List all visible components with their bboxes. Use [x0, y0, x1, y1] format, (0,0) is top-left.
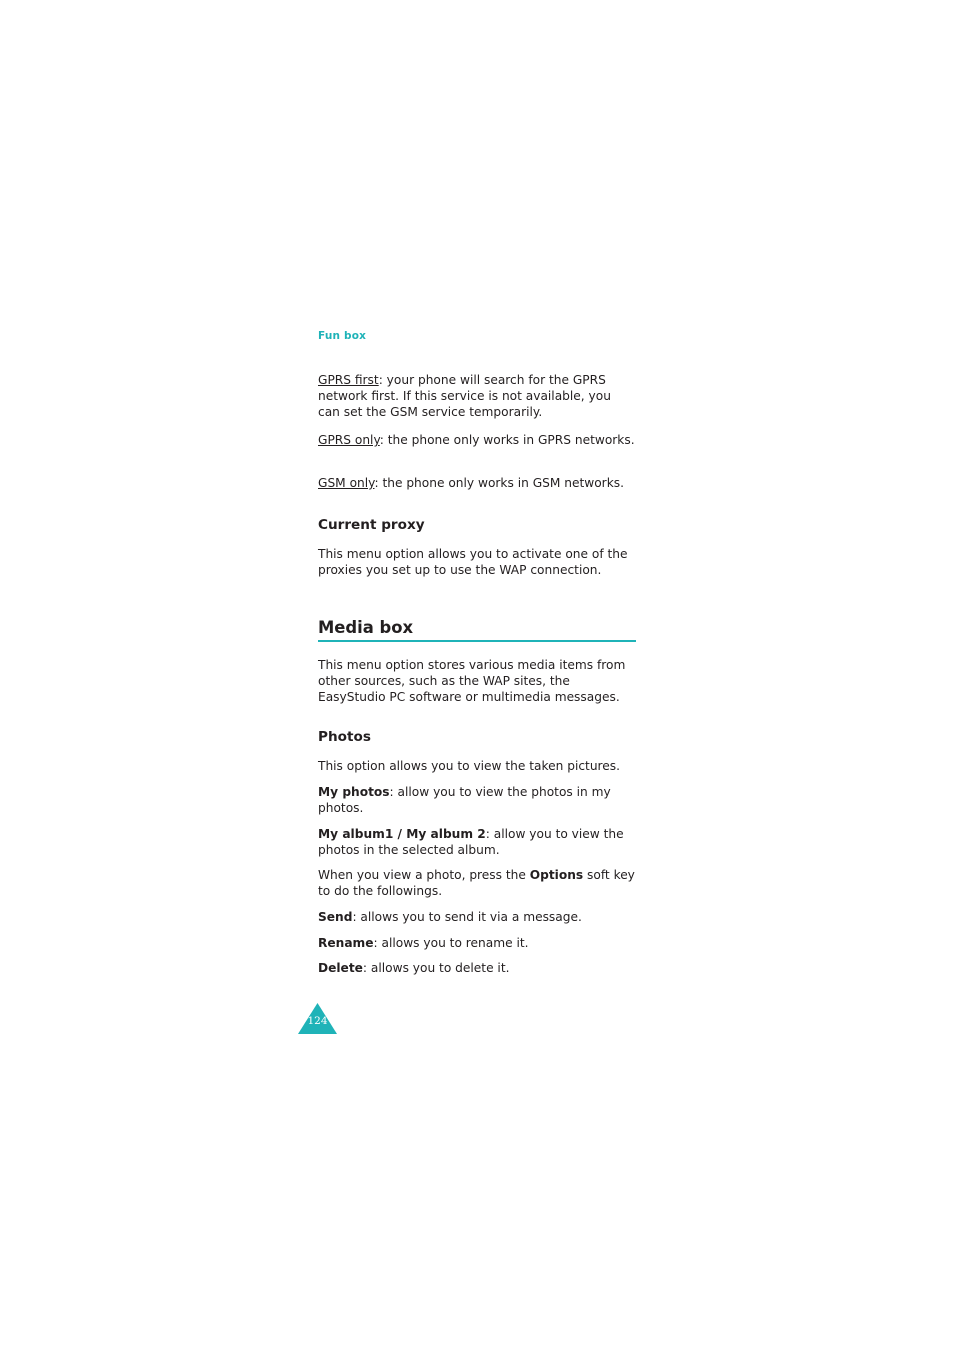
item-description: : allow you to view the photos in my photos.: [318, 785, 611, 815]
current-proxy-heading: Current proxy: [318, 517, 425, 533]
item-description: : allow you to view the photos in the selected album.: [318, 827, 624, 857]
item-description: : allows you to send it via a message.: [352, 910, 582, 924]
options-note: [318, 867, 636, 899]
rename-item: [318, 935, 636, 951]
media-box-heading: Media box: [318, 618, 636, 642]
send-item: [318, 909, 636, 925]
option-description: : your phone will search for the GPRS network first. If this service is not available, you can set the GSM service temporarily.: [318, 373, 611, 419]
options-key-label: Options: [529, 868, 584, 882]
note-before: When you view a photo, press the: [318, 868, 530, 882]
item-term: Delete: [318, 961, 363, 975]
current-proxy-text: This menu option allows you to activate one of the proxies you set up to use the WAP connection.: [318, 547, 628, 577]
note-after: soft key to do the followings.: [318, 868, 635, 898]
photos-intro: This option allows you to view the taken pictures.: [318, 759, 621, 773]
media-box-text: This menu option stores various media items from other sources, such as the WAP sites, the EasyStudio PC software or multimedia messages.: [318, 658, 626, 704]
item-term: Send: [318, 910, 353, 924]
item-term: My album1 / My album 2: [318, 827, 486, 841]
page-number-badge: [297, 1002, 338, 1035]
option-gprs-only: [318, 432, 636, 448]
option-term: GPRS first: [318, 373, 379, 387]
item-description: : allows you to delete it.: [362, 961, 510, 975]
photos-heading: Photos: [318, 729, 371, 745]
my-photos-item: [318, 784, 636, 816]
option-description: : the phone only works in GPRS networks.: [379, 433, 635, 447]
my-album-item: [318, 826, 636, 858]
section-header: Fun box: [318, 330, 367, 342]
item-term: My photos: [318, 785, 390, 799]
delete-item: [318, 960, 636, 976]
item-description: : allows you to rename it.: [373, 936, 529, 950]
page-number: 124: [307, 1015, 328, 1027]
item-term: Rename: [318, 936, 374, 950]
option-gprs-first: [318, 372, 636, 420]
option-term: GPRS only: [318, 433, 380, 447]
option-gsm-only: [318, 475, 636, 491]
option-term: GSM only: [318, 476, 375, 490]
option-description: : the phone only works in GSM networks.: [374, 476, 624, 490]
